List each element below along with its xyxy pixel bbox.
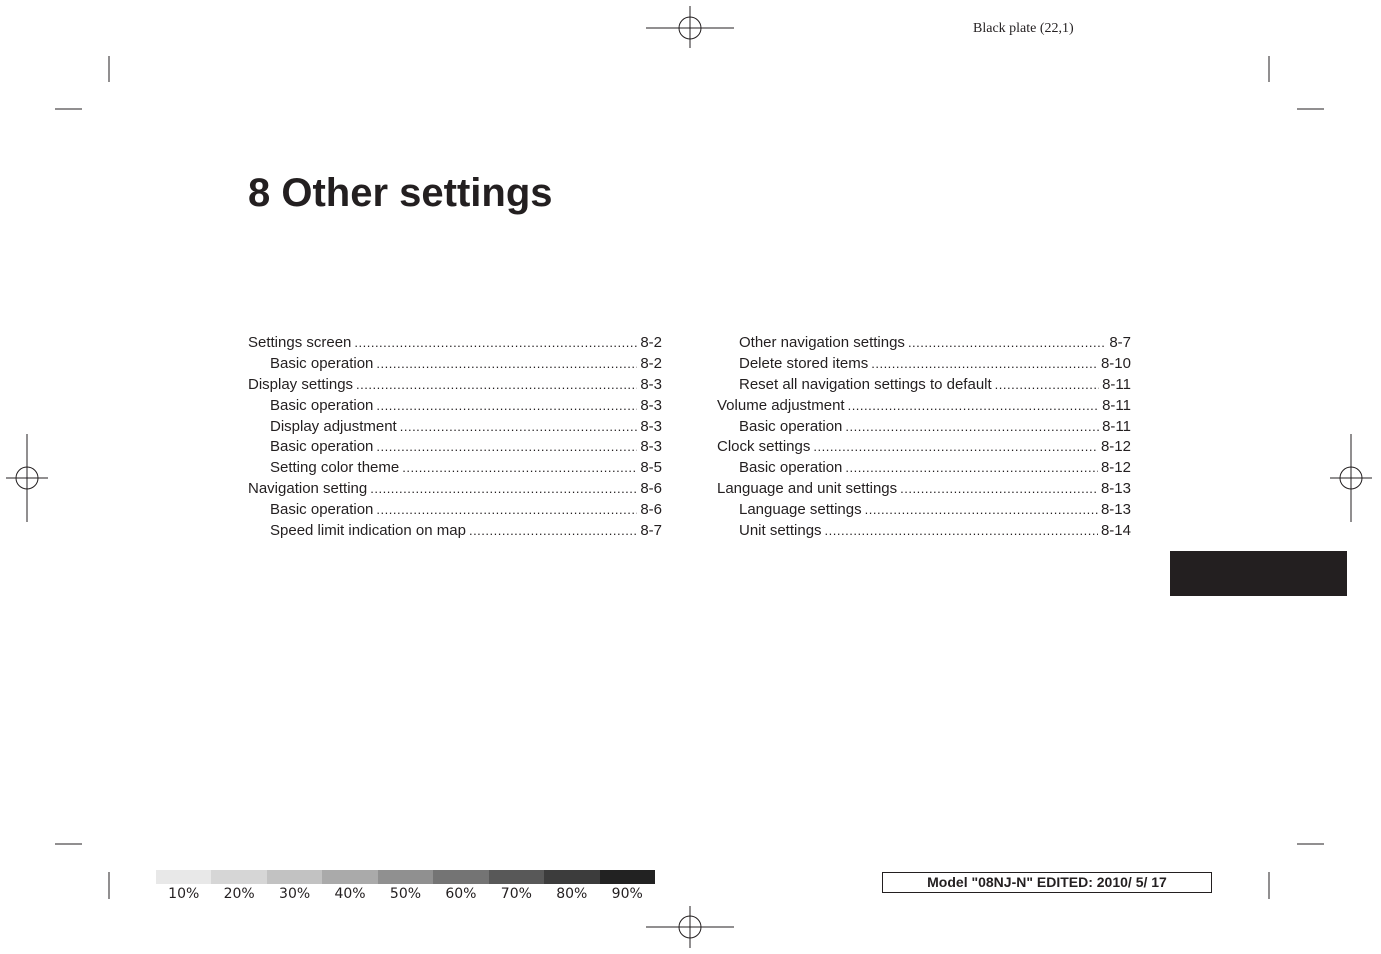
toc-entry-page: 8-5 (640, 459, 662, 477)
toc-entry-page: 8-3 (640, 396, 662, 414)
toc-entry-page: 8-13 (1100, 501, 1131, 519)
toc-entry-label: Speed limit indication on map (270, 522, 466, 540)
toc-entry-label: Basic operation (270, 501, 374, 519)
toc-entry-page: 8-14 (1100, 522, 1131, 540)
gray-scale-label: 30% (279, 886, 311, 902)
gray-scale-label: 60% (445, 886, 477, 902)
toc-entry-page: 8-2 (640, 354, 662, 372)
gray-scale-label: 20% (223, 886, 255, 902)
toc-entry-page: 8-10 (1100, 354, 1131, 372)
toc-entry-label: Navigation setting (248, 480, 368, 498)
toc-entry-page: 8-11 (1102, 375, 1131, 393)
toc-entry-label: Basic operation (270, 438, 374, 456)
toc-entry-label: Other navigation settings (739, 334, 905, 351)
registration-mark (6, 434, 48, 522)
toc-entry-page: 8-6 (640, 501, 662, 519)
toc-entry-page: 8-2 (640, 334, 662, 351)
gray-scale-label: 90% (611, 886, 643, 902)
registration-mark (646, 906, 734, 948)
toc-entry-page: 8-12 (1100, 438, 1131, 456)
toc-entry-page: 8-3 (640, 417, 662, 435)
toc-entry-label: Basic operation (270, 354, 374, 372)
black-plate-label: Black plate (22,1) (973, 21, 1074, 36)
toc-entry-label: Basic operation (739, 417, 843, 435)
toc-entry-page: 8-13 (1100, 480, 1131, 498)
toc-entry-page: 8-7 (1109, 334, 1131, 351)
toc-entry-label: Basic operation (739, 459, 843, 477)
toc-entry-label: Clock settings (717, 438, 811, 456)
toc-entry-page: 8-3 (640, 438, 662, 456)
gray-scale-label: 50% (389, 886, 422, 902)
toc-entry-page: 8-3 (640, 375, 662, 393)
toc-entry-page: 8-11 (1102, 417, 1131, 435)
registration-mark (1330, 434, 1372, 522)
toc-entry-page: 8-11 (1102, 396, 1131, 414)
toc-entry-label: Delete stored items (739, 354, 869, 372)
toc-entry-label: Language and unit settings (717, 480, 898, 498)
toc-entry-label: Volume adjustment (717, 396, 845, 414)
toc-entry-label: Setting color theme (270, 459, 400, 477)
toc-entry-page: 8-6 (640, 480, 662, 498)
toc-entry-page: 8-12 (1100, 459, 1131, 477)
gray-scale-label: 70% (500, 886, 532, 902)
gray-scale-label: 10% (168, 886, 200, 902)
model-edited-label: Model "08NJ-N" EDITED: 2010/ 5/ 17 (882, 872, 1212, 893)
toc-entry-label: Reset all navigation settings to default (739, 375, 992, 393)
toc-entry-page: 8-7 (640, 522, 662, 540)
registration-mark (646, 6, 734, 48)
gray-scale-label: 40% (334, 886, 366, 902)
toc-entry-label: Display adjustment (270, 417, 397, 435)
toc-entry-label: Settings screen (248, 334, 352, 351)
toc-entry-label: Language settings (739, 501, 862, 519)
toc-entry-label: Display settings (248, 375, 354, 393)
toc-entry-label: Unit settings (739, 522, 822, 540)
gray-scale-label: 80% (556, 886, 588, 902)
chapter-title: 8 Other settings (248, 171, 553, 215)
toc-entry-label: Basic operation (270, 396, 374, 414)
